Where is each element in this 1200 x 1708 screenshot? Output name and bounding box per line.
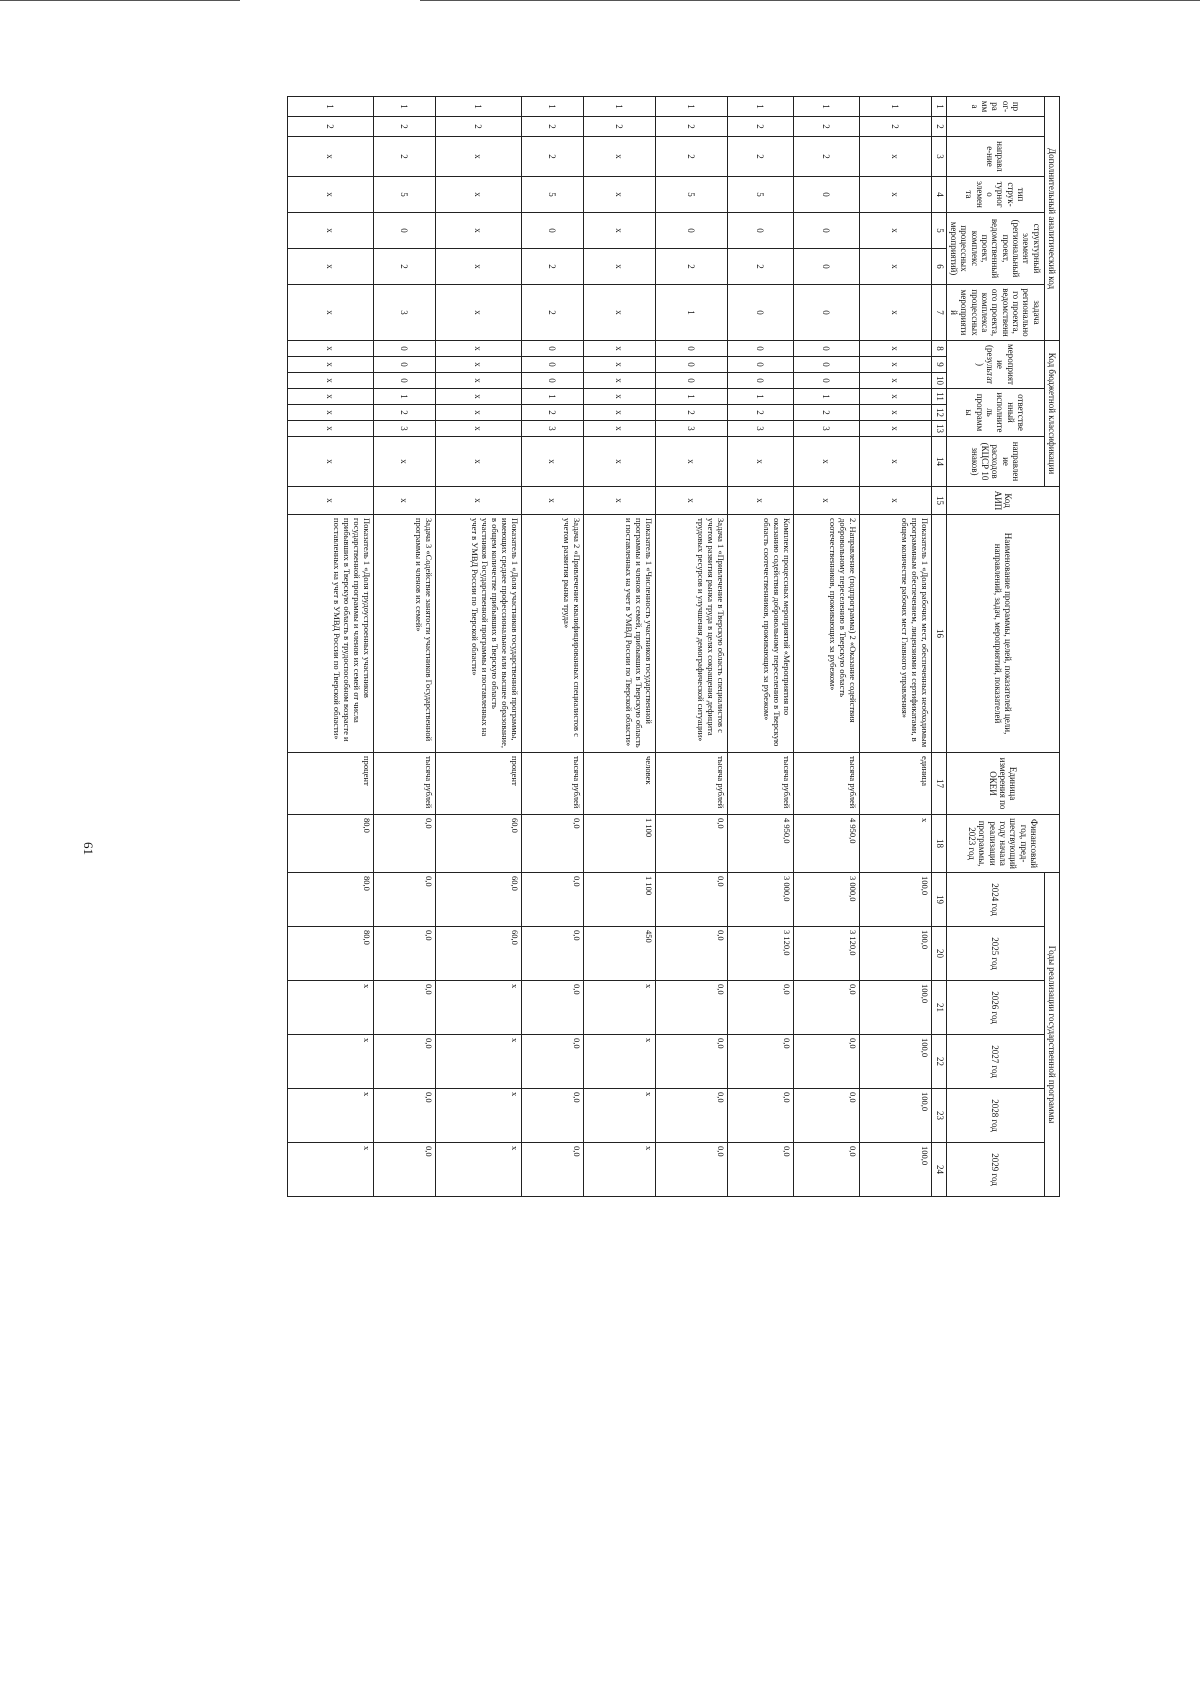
code-cell: x bbox=[287, 249, 373, 285]
code-cell: x bbox=[793, 487, 859, 515]
year-value-cell: x bbox=[287, 1035, 373, 1089]
code-cell: 0 bbox=[655, 357, 727, 373]
year-value-cell: x bbox=[287, 1143, 373, 1197]
row-name-cell: 2. Направление (подпрограмма) 2 «Оказание содействия добровольному переселению в Тверскую область соотечественников, проживающих за рубежом» bbox=[793, 515, 859, 753]
unit-cell: процент bbox=[435, 753, 521, 815]
code-cell: x bbox=[287, 285, 373, 341]
code-cell: x bbox=[435, 405, 521, 421]
code-cell: 2 bbox=[373, 137, 435, 177]
code-cell: 1 bbox=[655, 285, 727, 341]
code-cell: 3 bbox=[373, 421, 435, 437]
header-programma: прог-рамма bbox=[946, 97, 1044, 117]
year-value-cell: x bbox=[435, 1035, 521, 1089]
code-cell: x bbox=[373, 487, 435, 515]
code-cell: x bbox=[435, 357, 521, 373]
column-number-cell: 21 bbox=[931, 981, 946, 1035]
code-cell: 3 bbox=[521, 421, 583, 437]
row-name-cell: Показатель 1 «Доля участников государственной программы, имеющих среднее профессиональное или высшее образование, в общем количестве прибывших в Тверскую область участников Государственной программы и поставленных на учет в УМВД России по Тверской области» bbox=[435, 515, 521, 753]
header-year-2026: 2026 год bbox=[946, 981, 1044, 1035]
code-cell: x bbox=[435, 249, 521, 285]
base-year-cell: 4 950,0 bbox=[727, 815, 793, 873]
column-number-cell: 24 bbox=[931, 1143, 946, 1197]
code-cell: 1 bbox=[583, 97, 655, 117]
code-cell: 0 bbox=[793, 213, 859, 249]
column-number-cell: 1 bbox=[931, 97, 946, 117]
column-number-cell: 15 bbox=[931, 487, 946, 515]
column-number-cell: 12 bbox=[931, 405, 946, 421]
code-cell: 2 bbox=[373, 405, 435, 421]
code-cell: 0 bbox=[521, 213, 583, 249]
header-kod-aip: Код АИП bbox=[946, 487, 1059, 515]
header-fin-year: Финансовый год, пред-шествующий году начала реализации программы, 2023 год bbox=[946, 815, 1059, 873]
header-meropriyatie: мероприятие (результат) bbox=[946, 341, 1044, 389]
year-value-cell: x bbox=[435, 1143, 521, 1197]
code-cell: 1 bbox=[373, 97, 435, 117]
column-number-cell: 23 bbox=[931, 1089, 946, 1143]
code-cell: 2 bbox=[727, 137, 793, 177]
year-value-cell: x bbox=[583, 1143, 655, 1197]
code-cell: 0 bbox=[793, 177, 859, 213]
table-row bbox=[583, 97, 655, 1197]
code-cell: x bbox=[521, 437, 583, 487]
code-cell: 0 bbox=[793, 357, 859, 373]
code-cell: 1 bbox=[727, 389, 793, 405]
code-cell: x bbox=[373, 437, 435, 487]
code-cell: 3 bbox=[373, 285, 435, 341]
header-programma-blank bbox=[946, 117, 1044, 137]
header-tip: тип струк-турного элемента bbox=[946, 177, 1044, 213]
code-cell: x bbox=[435, 213, 521, 249]
code-cell: 3 bbox=[793, 421, 859, 437]
table-row bbox=[655, 97, 727, 1197]
code-cell: 1 bbox=[727, 97, 793, 117]
table-row bbox=[793, 97, 859, 1197]
year-value-cell: 0,0 bbox=[373, 1089, 435, 1143]
code-cell: 0 bbox=[521, 373, 583, 389]
year-value-cell: 100,0 bbox=[859, 1143, 931, 1197]
code-cell: 0 bbox=[655, 373, 727, 389]
code-cell: x bbox=[435, 487, 521, 515]
code-cell: 2 bbox=[793, 137, 859, 177]
year-value-cell: 80,0 bbox=[287, 927, 373, 981]
year-value-cell: 100,0 bbox=[859, 1035, 931, 1089]
year-value-cell: 0,0 bbox=[655, 1035, 727, 1089]
year-value-cell: 0,0 bbox=[521, 1143, 583, 1197]
base-year-cell: 4 950,0 bbox=[793, 815, 859, 873]
row-name-cell: Показатель 1 «Доля рабочих мест, обеспеченных необходимым программным обеспечением, лицензиями и сертификатами, в общем количестве рабочих мест Главного управления» bbox=[859, 515, 931, 753]
code-cell: 2 bbox=[373, 117, 435, 137]
code-cell: x bbox=[859, 437, 931, 487]
header-year-2029: 2029 год bbox=[946, 1143, 1044, 1197]
unit-cell: процент bbox=[287, 753, 373, 815]
unit-cell: единица bbox=[859, 753, 931, 815]
code-cell: x bbox=[287, 137, 373, 177]
code-cell: x bbox=[583, 373, 655, 389]
header-years-group: Годы реализации государственной программы bbox=[1044, 873, 1059, 1197]
code-cell: 0 bbox=[521, 341, 583, 357]
year-value-cell: 0,0 bbox=[793, 981, 859, 1035]
code-cell: x bbox=[287, 437, 373, 487]
header-budget-code: Код бюджетной классификации bbox=[1044, 341, 1059, 487]
code-cell: 2 bbox=[655, 405, 727, 421]
code-cell: x bbox=[287, 357, 373, 373]
column-number-cell: 14 bbox=[931, 437, 946, 487]
code-cell: 1 bbox=[373, 389, 435, 405]
year-value-cell: 1 100 bbox=[583, 873, 655, 927]
column-number-cell: 19 bbox=[931, 873, 946, 927]
year-value-cell: 0,0 bbox=[655, 873, 727, 927]
year-value-cell: 0,0 bbox=[373, 927, 435, 981]
code-cell: x bbox=[583, 213, 655, 249]
code-cell: x bbox=[435, 137, 521, 177]
code-cell: 5 bbox=[373, 177, 435, 213]
code-cell: 2 bbox=[583, 117, 655, 137]
code-cell: x bbox=[583, 357, 655, 373]
code-cell: x bbox=[859, 213, 931, 249]
code-cell: x bbox=[287, 389, 373, 405]
base-year-cell: 1 100 bbox=[583, 815, 655, 873]
code-cell: x bbox=[859, 487, 931, 515]
code-cell: x bbox=[727, 437, 793, 487]
code-cell: 2 bbox=[521, 137, 583, 177]
row-name-cell: Показатель 1 «Численность участников государственной программы и членов их семей, прибывших в Тверскую область и поставленных на учет в УМВД России по Тверской области» bbox=[583, 515, 655, 753]
year-value-cell: 0,0 bbox=[373, 873, 435, 927]
code-cell: x bbox=[287, 421, 373, 437]
year-value-cell: 0,0 bbox=[521, 873, 583, 927]
year-value-cell: 0,0 bbox=[727, 1035, 793, 1089]
year-value-cell: 0,0 bbox=[373, 981, 435, 1035]
page-number: 61 bbox=[81, 842, 96, 855]
year-value-cell: 0,0 bbox=[793, 1035, 859, 1089]
code-cell: x bbox=[859, 341, 931, 357]
code-cell: 0 bbox=[655, 213, 727, 249]
code-cell: x bbox=[583, 421, 655, 437]
code-cell: 2 bbox=[655, 249, 727, 285]
row-name-cell: Задача 1 «Привлечение в Тверскую область специалистов с учетом развития рынка труда в целях сокращения дефицита трудовых ресурсов и улучшения демографической ситуации» bbox=[655, 515, 727, 753]
code-cell: x bbox=[435, 437, 521, 487]
code-cell: 3 bbox=[727, 421, 793, 437]
code-cell: x bbox=[287, 177, 373, 213]
code-cell: 1 bbox=[793, 97, 859, 117]
year-value-cell: x bbox=[287, 1089, 373, 1143]
column-number-cell: 9 bbox=[931, 357, 946, 373]
code-cell: 2 bbox=[655, 137, 727, 177]
code-cell: 0 bbox=[727, 213, 793, 249]
column-number-cell: 4 bbox=[931, 177, 946, 213]
code-cell: 0 bbox=[793, 373, 859, 389]
code-cell: 2 bbox=[521, 285, 583, 341]
code-cell: x bbox=[435, 341, 521, 357]
base-year-cell: 0,0 bbox=[373, 815, 435, 873]
code-cell: x bbox=[583, 487, 655, 515]
unit-cell: тысяча рублей bbox=[655, 753, 727, 815]
code-cell: x bbox=[859, 373, 931, 389]
code-cell: x bbox=[727, 487, 793, 515]
code-cell: x bbox=[859, 137, 931, 177]
year-value-cell: 100,0 bbox=[859, 873, 931, 927]
year-value-cell: 0,0 bbox=[373, 1143, 435, 1197]
year-value-cell: 0,0 bbox=[793, 1089, 859, 1143]
year-value-cell: 100,0 bbox=[859, 1089, 931, 1143]
year-value-cell: x bbox=[435, 981, 521, 1035]
row-name-cell: Комплекс процессных мероприятий «Мероприятия по оказанию содействия добровольному переселению в Тверскую область соотечественников, проживающих за рубежом» bbox=[727, 515, 793, 753]
column-number-cell: 3 bbox=[931, 137, 946, 177]
header-zadacha: задача регионального проекта, ведомственного проекта, комплекса процессных мероприятий bbox=[946, 285, 1044, 341]
year-value-cell: 0,0 bbox=[727, 1143, 793, 1197]
code-cell: x bbox=[793, 437, 859, 487]
code-cell: 2 bbox=[521, 405, 583, 421]
code-cell: 2 bbox=[793, 405, 859, 421]
unit-cell: тысяча рублей bbox=[521, 753, 583, 815]
code-cell: 5 bbox=[727, 177, 793, 213]
scan-edge-top bbox=[0, 0, 240, 1]
column-number-cell: 10 bbox=[931, 373, 946, 389]
code-cell: x bbox=[655, 437, 727, 487]
column-number-cell: 17 bbox=[931, 753, 946, 815]
year-value-cell: x bbox=[435, 1089, 521, 1143]
header-ispolnitel: ответственный исполнитель программы bbox=[946, 389, 1044, 437]
code-cell: 0 bbox=[727, 341, 793, 357]
column-number-cell: 2 bbox=[931, 117, 946, 137]
base-year-cell: 80,0 bbox=[287, 815, 373, 873]
code-cell: 0 bbox=[373, 341, 435, 357]
column-number-cell: 20 bbox=[931, 927, 946, 981]
code-cell: 0 bbox=[793, 249, 859, 285]
table-row bbox=[727, 97, 793, 1197]
code-cell: x bbox=[287, 405, 373, 421]
code-cell: x bbox=[859, 249, 931, 285]
year-value-cell: x bbox=[583, 981, 655, 1035]
base-year-cell: 0,0 bbox=[521, 815, 583, 873]
code-cell: 1 bbox=[287, 97, 373, 117]
column-number-cell: 6 bbox=[931, 249, 946, 285]
code-cell: x bbox=[435, 285, 521, 341]
column-number-cell: 16 bbox=[931, 515, 946, 753]
year-value-cell: 0,0 bbox=[521, 981, 583, 1035]
row-name-cell: Показатель 1 «Доля трудоустроенных участников государственной программы и членов их семей от числа прибывших в Тверскую область в трудоспособном возрасте и поставленных на учет в УМВД России по Тверской области» bbox=[287, 515, 373, 753]
year-value-cell: 0,0 bbox=[521, 1089, 583, 1143]
code-cell: 2 bbox=[859, 117, 931, 137]
code-cell: 1 bbox=[655, 389, 727, 405]
code-cell: x bbox=[435, 373, 521, 389]
year-value-cell: x bbox=[287, 981, 373, 1035]
year-value-cell: 3 000,0 bbox=[727, 873, 793, 927]
code-cell: x bbox=[287, 487, 373, 515]
table-row bbox=[287, 97, 373, 1197]
code-cell: 2 bbox=[727, 117, 793, 137]
base-year-cell: 0,0 bbox=[655, 815, 727, 873]
year-value-cell: 0,0 bbox=[793, 1143, 859, 1197]
code-cell: 2 bbox=[727, 249, 793, 285]
code-cell: x bbox=[287, 373, 373, 389]
table-row bbox=[435, 97, 521, 1197]
code-cell: x bbox=[583, 137, 655, 177]
code-cell: 0 bbox=[373, 373, 435, 389]
header-year-2025: 2025 год bbox=[946, 927, 1044, 981]
code-cell: 2 bbox=[655, 117, 727, 137]
code-cell: 0 bbox=[793, 341, 859, 357]
code-cell: 2 bbox=[727, 405, 793, 421]
column-number-cell: 22 bbox=[931, 1035, 946, 1089]
code-cell: x bbox=[287, 213, 373, 249]
year-value-cell: 3 120,0 bbox=[727, 927, 793, 981]
header-dop-code: Дополнительный аналитический код bbox=[1044, 97, 1059, 341]
code-cell: 2 bbox=[373, 249, 435, 285]
code-cell: 0 bbox=[373, 213, 435, 249]
code-cell: x bbox=[583, 389, 655, 405]
code-cell: x bbox=[435, 389, 521, 405]
code-cell: 2 bbox=[793, 117, 859, 137]
code-cell: x bbox=[859, 177, 931, 213]
year-value-cell: x bbox=[583, 1035, 655, 1089]
year-value-cell: 0,0 bbox=[655, 981, 727, 1035]
code-cell: x bbox=[583, 437, 655, 487]
column-number-cell: 18 bbox=[931, 815, 946, 873]
unit-cell: тысяча рублей bbox=[793, 753, 859, 815]
code-cell: 1 bbox=[793, 389, 859, 405]
code-cell: x bbox=[435, 421, 521, 437]
code-cell: 1 bbox=[521, 97, 583, 117]
column-number-cell: 13 bbox=[931, 421, 946, 437]
row-name-cell: Задача 3 «Содействие занятости участников Государственной программы и членов их семей» bbox=[373, 515, 435, 753]
code-cell: x bbox=[583, 249, 655, 285]
year-value-cell: 0,0 bbox=[521, 927, 583, 981]
code-cell: 1 bbox=[521, 389, 583, 405]
code-cell: x bbox=[435, 177, 521, 213]
year-value-cell: 450 bbox=[583, 927, 655, 981]
code-cell: x bbox=[583, 405, 655, 421]
table-row bbox=[373, 97, 435, 1197]
year-value-cell: 3 120,0 bbox=[793, 927, 859, 981]
code-cell: x bbox=[287, 341, 373, 357]
year-value-cell: 80,0 bbox=[287, 873, 373, 927]
code-cell: x bbox=[859, 389, 931, 405]
year-value-cell: 0,0 bbox=[655, 1089, 727, 1143]
program-table bbox=[287, 96, 1060, 1197]
code-cell: 5 bbox=[655, 177, 727, 213]
year-value-cell: 0,0 bbox=[727, 1089, 793, 1143]
code-cell: 2 bbox=[435, 117, 521, 137]
code-cell: 0 bbox=[521, 357, 583, 373]
code-cell: 1 bbox=[859, 97, 931, 117]
code-cell: x bbox=[583, 341, 655, 357]
header-name: Наименование программы, целей, показателей цели, направлений, задач, мероприятий, показателей bbox=[946, 515, 1059, 753]
year-value-cell: 0,0 bbox=[727, 981, 793, 1035]
table-row bbox=[521, 97, 583, 1197]
year-value-cell: 0,0 bbox=[655, 1143, 727, 1197]
code-cell: 1 bbox=[435, 97, 521, 117]
header-napravlenie: направле-ние bbox=[946, 137, 1044, 177]
column-number-cell: 8 bbox=[931, 341, 946, 357]
code-cell: x bbox=[859, 357, 931, 373]
code-cell: 2 bbox=[521, 117, 583, 137]
code-cell: 2 bbox=[521, 249, 583, 285]
row-name-cell: Задача 2 «Привлечение квалифицированных специалистов с учетом развития рынка труда» bbox=[521, 515, 583, 753]
code-cell: 0 bbox=[727, 373, 793, 389]
year-value-cell: 3 000,0 bbox=[793, 873, 859, 927]
code-cell: 3 bbox=[655, 421, 727, 437]
rotated-page-content bbox=[160, 96, 1060, 1196]
column-number-cell: 7 bbox=[931, 285, 946, 341]
unit-cell: человек bbox=[583, 753, 655, 815]
code-cell: 1 bbox=[655, 97, 727, 117]
code-cell: x bbox=[859, 285, 931, 341]
column-number-cell: 5 bbox=[931, 213, 946, 249]
unit-cell: тысяча рублей bbox=[727, 753, 793, 815]
code-cell: x bbox=[859, 421, 931, 437]
code-cell: 0 bbox=[793, 285, 859, 341]
code-cell: x bbox=[583, 285, 655, 341]
year-value-cell: 60,0 bbox=[435, 927, 521, 981]
unit-cell: тысяча рублей bbox=[373, 753, 435, 815]
code-cell: 0 bbox=[373, 357, 435, 373]
year-value-cell: 0,0 bbox=[373, 1035, 435, 1089]
code-cell: x bbox=[521, 487, 583, 515]
year-value-cell: 60,0 bbox=[435, 873, 521, 927]
year-value-cell: x bbox=[583, 1089, 655, 1143]
header-okei: Единица измерения по ОКЕИ bbox=[946, 753, 1059, 815]
header-struct-el: структурный элемент (региональный проект, ведомственный проект, комплекс процессных мероприятий) bbox=[946, 213, 1044, 285]
scan-edge-top-right bbox=[420, 0, 1200, 1]
column-number-cell: 11 bbox=[931, 389, 946, 405]
header-year-2027: 2027 год bbox=[946, 1035, 1044, 1089]
header-year-2028: 2028 год bbox=[946, 1089, 1044, 1143]
table-row bbox=[859, 97, 931, 1197]
code-cell: x bbox=[859, 405, 931, 421]
code-cell: 0 bbox=[655, 341, 727, 357]
year-value-cell: 100,0 bbox=[859, 981, 931, 1035]
year-value-cell: 0,0 bbox=[655, 927, 727, 981]
table-body bbox=[287, 97, 931, 1197]
code-cell: x bbox=[583, 177, 655, 213]
year-value-cell: 0,0 bbox=[521, 1035, 583, 1089]
base-year-cell: x bbox=[859, 815, 931, 873]
code-cell: 2 bbox=[287, 117, 373, 137]
code-cell: 0 bbox=[727, 285, 793, 341]
header-napr-rashodov: направление расходов (КЦСР 10 знаков) bbox=[946, 437, 1044, 487]
code-cell: 5 bbox=[521, 177, 583, 213]
header-year-2024: 2024 год bbox=[946, 873, 1044, 927]
year-value-cell: 100,0 bbox=[859, 927, 931, 981]
base-year-cell: 60,0 bbox=[435, 815, 521, 873]
column-numbers-row bbox=[931, 97, 946, 1197]
code-cell: x bbox=[655, 487, 727, 515]
code-cell: 0 bbox=[727, 357, 793, 373]
